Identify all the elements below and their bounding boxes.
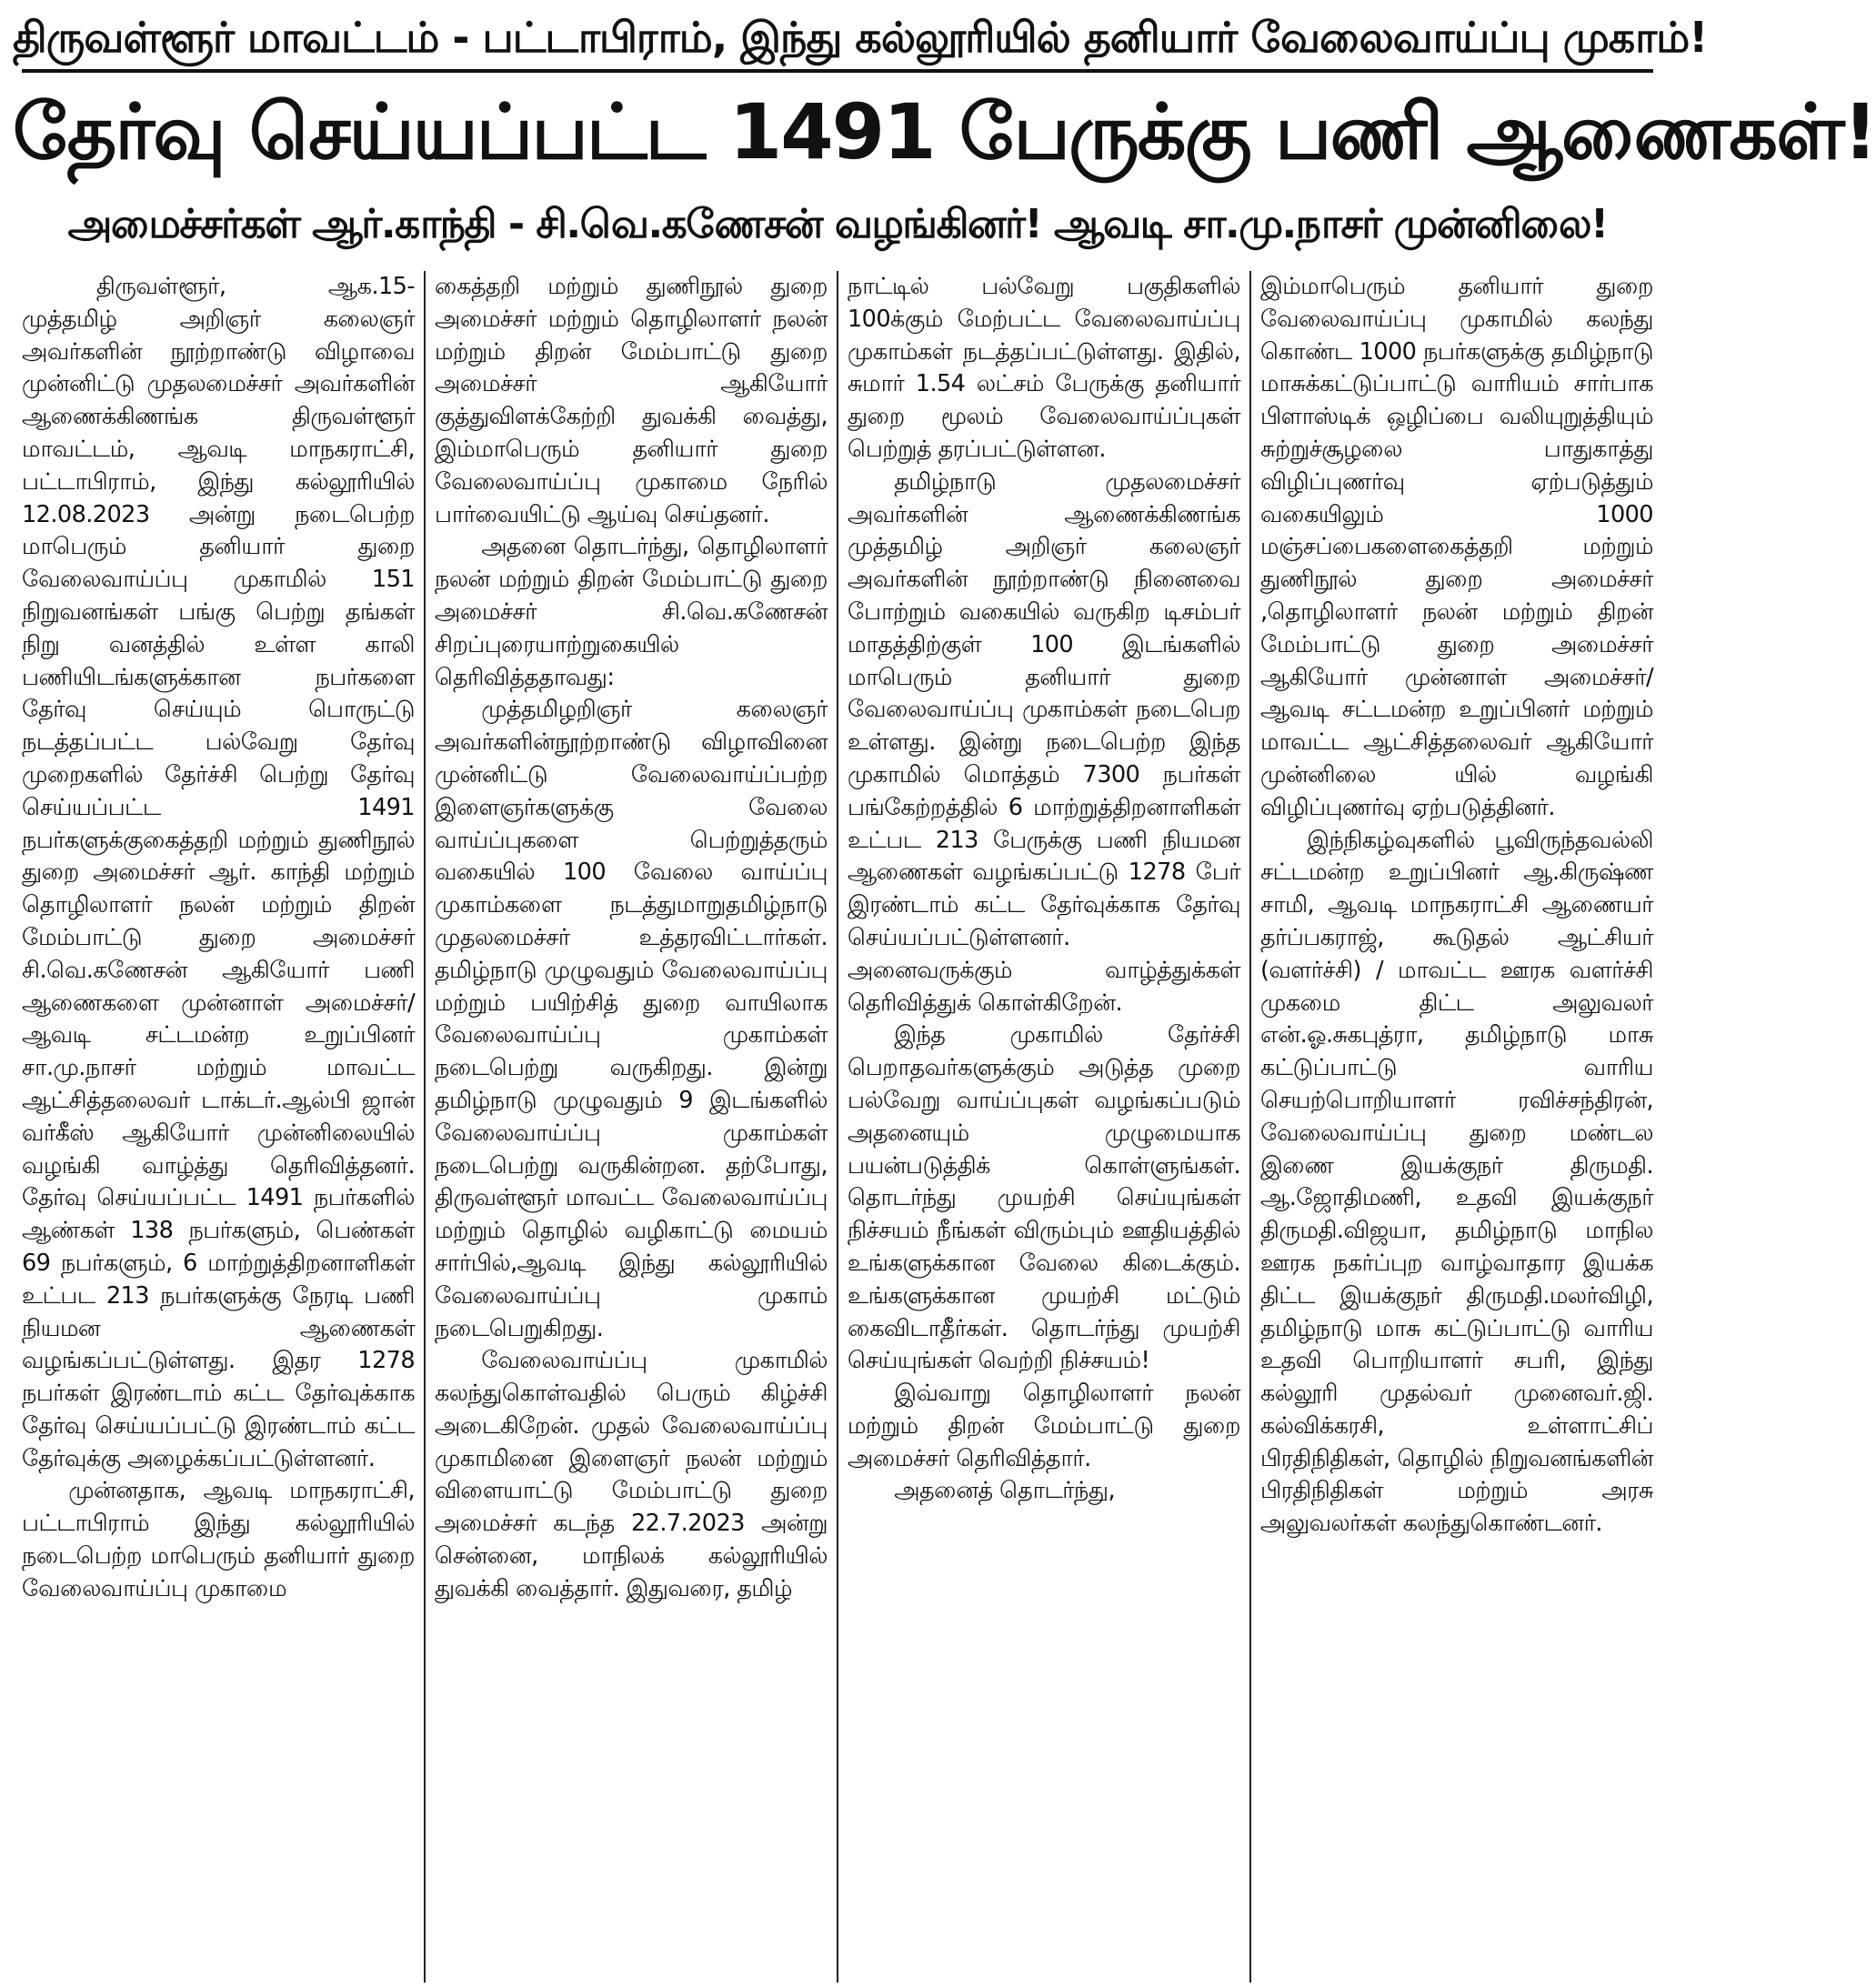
sub-headline: அமைச்சர்கள் ஆர்.காந்தி - சி.வெ.கணேசன் வழங்கினர்! ஆவடி சா.மு.நாசர் முன்னிலை! [67, 201, 1608, 247]
article-paragraph: அதனை தொடர்ந்து, தொழிலாளர் நலன் மற்றும் திறன் மேம்பாட்டு துறை அமைச்சர் சி.வெ.கணேசன் சிறப்புரையாற்றுகையில் தெரிவித்ததாவது: [435, 533, 828, 691]
article-paragraph: இம்மாபெரும் தனியார் துறை வேலைவாய்ப்பு முகாமில் கலந்து கொண்ட 1000 நபர்களுக்கு தமிழ்நாடு மாசுக்கட்டுப்பாட்டு வாரியம் சார்பாக பிளாஸ்டிக் ஒழிப்பை வலியுறுத்தியும் சுற்றுச்சூழலை பாதுகாத்து விழிப்புணர்வு ஏற்படுத்தும் வகையிலும் 1000 மஞ்சப்பைகளைகைத்தறி மற்றும் துணிநூல் துறை அமைச்சர் ,தொழிலாளர் நலன் மற்றும் திறன் மேம்பாட்டு துறை அமைச்சர் ஆகியோர் முன்னாள் அமைச்சர்/ ஆவடி சட்டமன்ற உறுப்பினர் மற்றும் மாவட்ட ஆட்சித்தலைவர் ஆகியோர் முன்னிலை யில் வழங்கி விழிப்புணர்வு ஏற்படுத்தினர். [1260, 273, 1653, 821]
article-column-4 [1249, 271, 1662, 1983]
article-paragraph: அதனைத் தொடர்ந்து, [894, 1477, 1116, 1505]
article-column-1 [13, 271, 424, 1983]
kicker-headline: திருவள்ளூர் மாவட்டம் - பட்டாபிராம், இந்து கல்லூரியில் தனியார் வேலைவாய்ப்பு முகாம்! [13, 13, 1708, 62]
kicker-underline [22, 69, 1653, 73]
article-paragraph: தமிழ்நாடு முதலமைச்சர் அவர்களின் ஆணைக்கிணங்க முத்தமிழ் அறிஞர் கலைஞர் அவர்களின் நூற்றாண்டு நினைவை போற்றும் வகையில் வருகிற டிசம்பர் மாதத்திற்குள் 100 இடங்களில் மாபெரும் தனியார் துறை வேலைவாய்ப்பு முகாம்கள் நடைபெற உள்ளது. இன்று நடைபெற்ற இந்த முகாமில் மொத்தம் 7300 நபர்கள் பங்கேற்றத்தில் 6 மாற்றுத்திறனாளிகள் உட்பட 213 பேருக்கு பணி நியமன ஆணைகள் வழங்கப்பட்டு 1278 பேர் இரண்டாம் கட்ட தேர்வுக்காக தேர்வு செய்யப்பட்டுள்ளனர். அனைவருக்கும் வாழ்த்துக்கள் தெரிவித்துக் கொள்கிறேன். [848, 467, 1240, 1017]
article-paragraph: முத்தமிழறிஞர் கலைஞர் அவர்களின்நூற்றாண்டு விழாவினை முன்னிட்டு வேலைவாய்ப்பற்ற இளைஞர்களுக்கு வேலை வாய்ப்புகளை பெற்றுத்தரும் வகையில் 100 வேலை வாய்ப்பு முகாம்களை நடத்துமாறுதமிழ்நாடு முதலமைச்சர் உத்தரவிட்டார்கள். தமிழ்நாடு முழுவதும் வேலைவாய்ப்பு மற்றும் பயிற்சித் துறை வாயிலாக வேலைவாய்ப்பு முகாம்கள் நடைபெற்று வருகிறது. இன்று தமிழ்நாடு முழுவதும் 9 இடங்களில் வேலைவாய்ப்பு முகாம்கள் நடைபெற்று வருகின்றன. தற்போது, திருவள்ளூர் மாவட்ட வேலைவாய்ப்பு மற்றும் தொழில் வழிகாட்டு மையம் சார்பில்,ஆவடி இந்து கல்லூரியில் வேலைவாய்ப்பு முகாம் நடைபெறுகிறது. [435, 696, 828, 1342]
article-paragraph: கைத்தறி மற்றும் துணிநூல் துறை அமைச்சர் மற்றும் தொழிலாளர் நலன் மற்றும் திறன் மேம்பாட்டு துறை அமைச்சர் ஆகியோர் குத்துவிளக்கேற்றி துவக்கி வைத்து, இம்மாபெரும் தனியார் துறை வேலைவாய்ப்பு முகாமை நேரில் பார்வையிட்டு ஆய்வு செய்தனர். [435, 273, 828, 528]
article-paragraph: இந்நிகழ்வுகளில் பூவிருந்தவல்லி சட்டமன்ற உறுப்பினர் ஆ.கிருஷ்ண சாமி, ஆவடி மாநகராட்சி ஆணையர் தர்ப்பகராஜ், கூடுதல் ஆட்சியர் (வளர்ச்சி) / மாவட்ட ஊரக வளர்ச்சி முகமை திட்ட அலுவலர் என்.ஓ.சுகபுத்ரா, தமிழ்நாடு மாசு கட்டுப்பாட்டு வாரிய செயற்பொறியாளர் ரவிச்சந்திரன், வேலைவாய்ப்பு துறை மண்டல இணை இயக்குநர் திருமதி. ஆ.ஜோதிமணி, உதவி இயக்குநர் திருமதி.விஜயா, தமிழ்நாடு மாநில ஊரக நகர்ப்புற வாழ்வாதார இயக்க திட்ட இயக்குநர் திருமதி.மலர்விழி, தமிழ்நாடு மாசு கட்டுப்பாட்டு வாரிய உதவி பொறியாளர் சபரி, இந்து கல்லூரி முதல்வர் முனைவர்.ஜி. கல்விக்கரசி, உள்ளாட்சிப் பிரதிநிதிகள், தொழில் நிறுவனங்களின் பிரதிநிதிகள் மற்றும் அரசு அலுவலர்கள் கலந்துகொண்டனர். [1260, 826, 1653, 1538]
article-column-2 [424, 271, 837, 1983]
article-paragraph: திருவள்ளூர், ஆக.15- முத்தமிழ் அறிஞர் கலைஞர் அவர்களின் நூற்றாண்டு விழாவை முன்னிட்டு முதலமைச்சர் அவர்களின் ஆணைக்கிணங்க திருவள்ளூர் மாவட்டம், ஆவடி மாநகராட்சி, பட்டாபிராம், இந்து கல்லூரியில் 12.08.2023 அன்று நடைபெற்ற மாபெரும் தனியார் துறை வேலைவாய்ப்பு முகாமில் 151 நிறுவனங்கள் பங்கு பெற்று தங்கள் நிறு வனத்தில் உள்ள காலி பணியிடங்களுக்கான நபர்களை தேர்வு செய்யும் பொருட்டு நடத்தப்பட்ட பல்வேறு தேர்வு முறைகளில் தேர்ச்சி பெற்று தேர்வு செய்யப்பட்ட 1491 நபர்களுக்குகைத்தறி மற்றும் துணிநூல் துறை அமைச்சர் ஆர். காந்தி மற்றும் தொழிலாளர் நலன் மற்றும் திறன் மேம்பாட்டு துறை அமைச்சர் சி.வெ.கணேசன் ஆகியோர் பணி ஆணைகளை முன்னாள் அமைச்சர்/ஆவடி சட்டமன்ற உறுப்பினர் சா.மு.நாசர் மற்றும் மாவட்ட ஆட்சித்தலைவர் டாக்டர்.ஆல்பி ஜான் வர்கீஸ் ஆகியோர் முன்னிலையில் வழங்கி வாழ்த்து தெரிவித்தனர். தேர்வு செய்யப்பட்ட 1491 நபர்களில் ஆண்கள் 138 நபர்களும், பெண்கள் 69 நபர்களும், 6 மாற்றுத்திறனாளிகள் உட்பட 213 நபர்களுக்கு நேரடி பணி நியமன ஆணைகள் வழங்கப்பட்டுள்ளது. இதர 1278 நபர்கள் இரண்டாம் கட்ட தேர்வுக்காக தேர்வு செய்யப்பட்டு இரண்டாம் கட்ட தேர்வுக்கு அழைக்கப்பட்டுள்ளனர். [22, 273, 415, 1472]
main-headline: தேர்வு செய்யப்பட்ட 1491 பேருக்கு பணி ஆணைகள்! [13, 87, 1876, 176]
article-columns [13, 271, 1662, 1983]
article-paragraph: இந்த முகாமில் தேர்ச்சி பெறாதவர்களுக்கும் அடுத்த முறை பல்வேறு வாய்ப்புகள் வழங்கப்படும் அதனையும் முழுமையாக பயன்படுத்திக் கொள்ளுங்கள். தொடர்ந்து முயற்சி செய்யுங்கள் நிச்சயம் நீங்கள் விரும்பும் ஊதியத்தில் உங்களுக்கான வேலை கிடைக்கும். உங்களுக்கான முயற்சி மட்டும் கைவிடாதீர்கள். தொடர்ந்து முயற்சி செய்யுங்கள் வெற்றி நிச்சயம்! [848, 1021, 1240, 1375]
article-paragraph: வேலைவாய்ப்பு முகாமில் கலந்துகொள்வதில் பெரும் கிழ்ச்சி அடைகிறேன். முதல் வேலைவாய்ப்பு முகாமினை இளைஞர் நலன் மற்றும் விளையாட்டு மேம்பாட்டு துறை அமைச்சர் கடந்த 22.7.2023 அன்று சென்னை, மாநிலக் கல்லூரியில் துவக்கி வைத்தார். இதுவரை, தமிழ் [435, 1347, 828, 1602]
article-column-3 [837, 271, 1249, 1983]
article-paragraph: நாட்டில் பல்வேறு பகுதிகளில் 100க்கும் மேற்பட்ட வேலைவாய்ப்பு முகாம்கள் நடத்தப்பட்டுள்ளது. இதில், சுமார் 1.54 லட்சம் பேருக்கு தனியார் துறை மூலம் வேலைவாய்ப்புகள் பெற்றுத் தரப்பட்டுள்ளன. [848, 273, 1240, 463]
article-paragraph: இவ்வாறு தொழிலாளர் நலன் மற்றும் திறன் மேம்பாட்டு துறை அமைச்சர் தெரிவித்தார். [848, 1380, 1240, 1472]
article-paragraph: முன்னதாக, ஆவடி மாநகராட்சி, பட்டாபிராம் இந்து கல்லூரியில் நடைபெற்ற மாபெரும் தனியார் துறை வேலைவாய்ப்பு முகாமை [22, 1477, 415, 1602]
